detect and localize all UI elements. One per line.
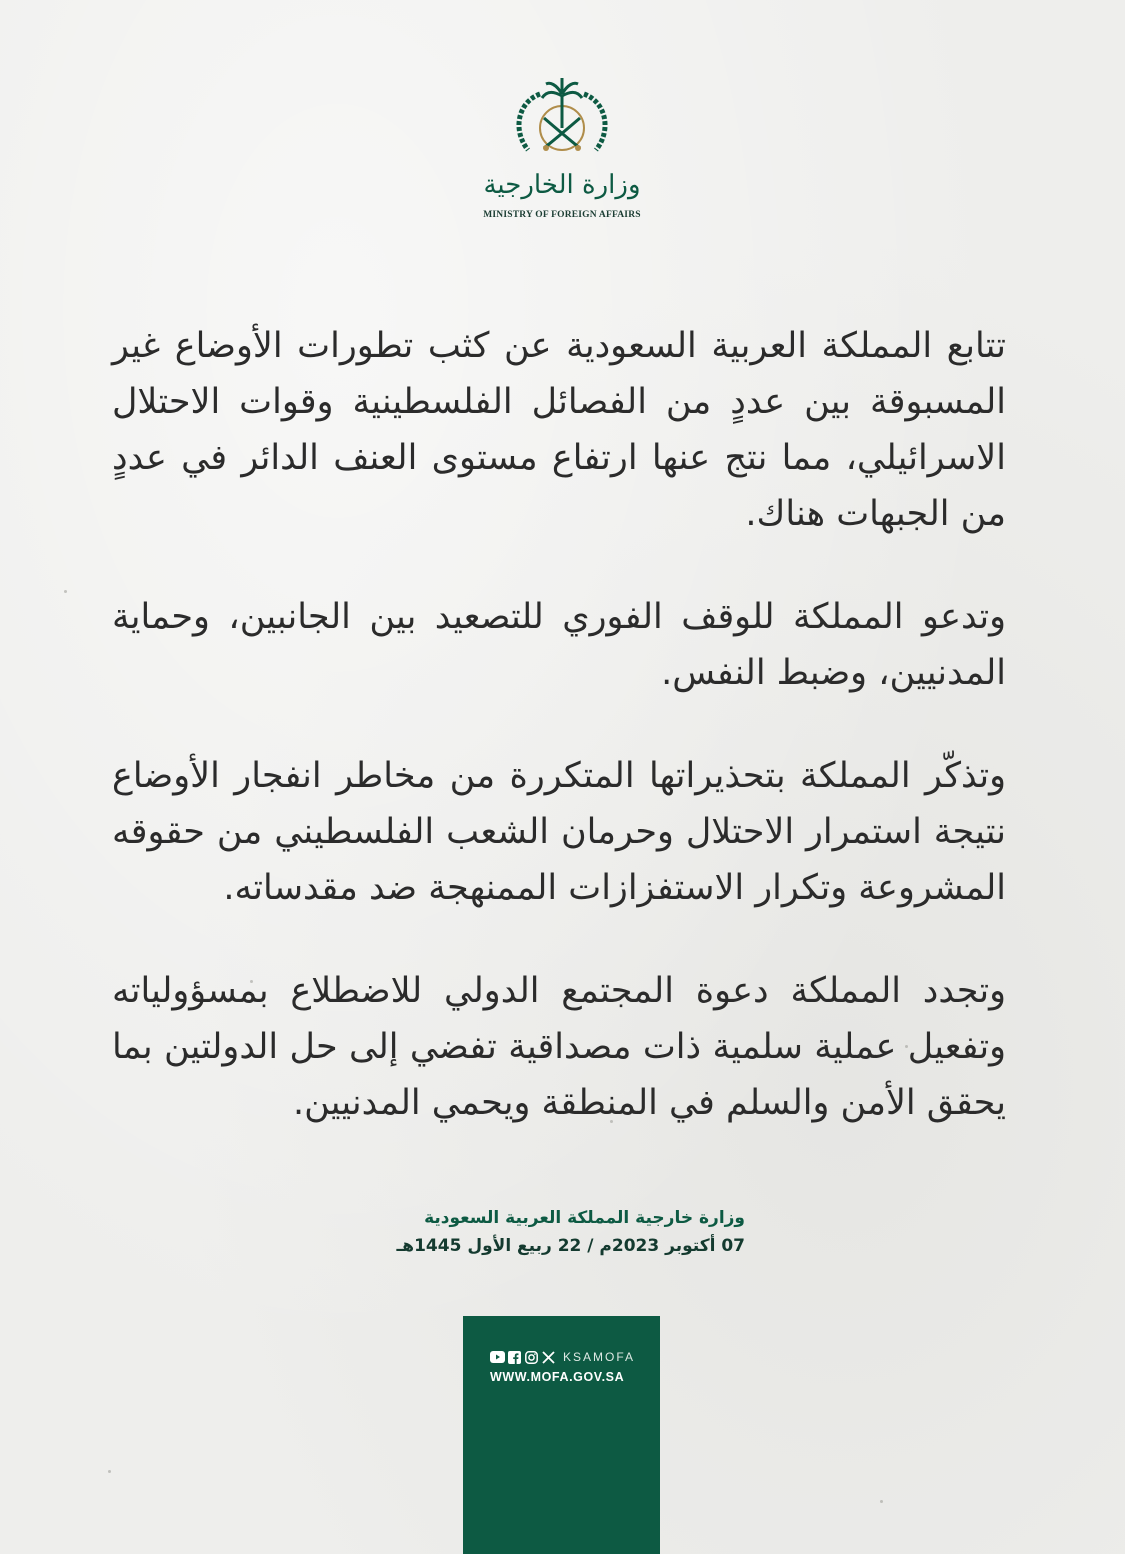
signature-block (300, 1205, 745, 1261)
footer-panel (463, 1316, 660, 1554)
social-links (490, 1349, 635, 1365)
x-icon[interactable] (541, 1350, 556, 1365)
palm-and-swords-emblem-icon (482, 72, 642, 172)
ministry-logo (482, 72, 642, 232)
facebook-icon[interactable] (507, 1350, 522, 1365)
ministry-name-arabic: وزارة الخارجية (483, 170, 641, 200)
statement-paragraph: وتذكّر المملكة بتحذيراتها المتكررة من مخاطر انفجار الأوضاع نتيجة استمرار الاحتلال وحرمان الشعب الفلسطيني من حقوقه المشروعة وتكرار الاستفزازات الممنهجة ضد مقدساته. (112, 756, 1006, 908)
ministry-name-english: MINISTRY OF FOREIGN AFFAIRS (483, 210, 641, 220)
youtube-icon[interactable] (490, 1350, 505, 1365)
social-handle[interactable]: KSAMOFA (563, 1350, 636, 1364)
statement-paragraph: وتجدد المملكة دعوة المجتمع الدولي للاضطلاع بمسؤولياته وتفعيل عملية سلمية ذات مصداقية تفضي إلى حل الدولتين بما يحقق الأمن والسلم في المنطقة ويحمي المدنيين. (112, 971, 1006, 1123)
signature-date: 07 أكتوبر 2023م / 22 ربيع الأول 1445هـ (396, 1236, 745, 1256)
paper-speck (108, 1470, 111, 1473)
paper-speck (64, 590, 67, 593)
statement-body (112, 318, 1006, 1178)
paper-speck (880, 1500, 883, 1503)
statement-paragraph: تتابع المملكة العربية السعودية عن كثب تطورات الأوضاع غير المسبوقة بين عددٍ من الفصائل الفلسطينية وقوات الاحتلال الاسرائيلي، مما نتج عنها ارتفاع مستوى العنف الدائر في عددٍ من الجبهات هناك. (112, 326, 1006, 534)
website-link[interactable]: WWW.MOFA.GOV.SA (490, 1370, 625, 1384)
statement-paragraph: وتدعو المملكة للوقف الفوري للتصعيد بين الجانبين، وحماية المدنيين، وضبط النفس. (112, 597, 1006, 693)
signature-name: وزارة خارجية المملكة العربية السعودية (424, 1208, 745, 1228)
instagram-icon[interactable] (524, 1350, 539, 1365)
